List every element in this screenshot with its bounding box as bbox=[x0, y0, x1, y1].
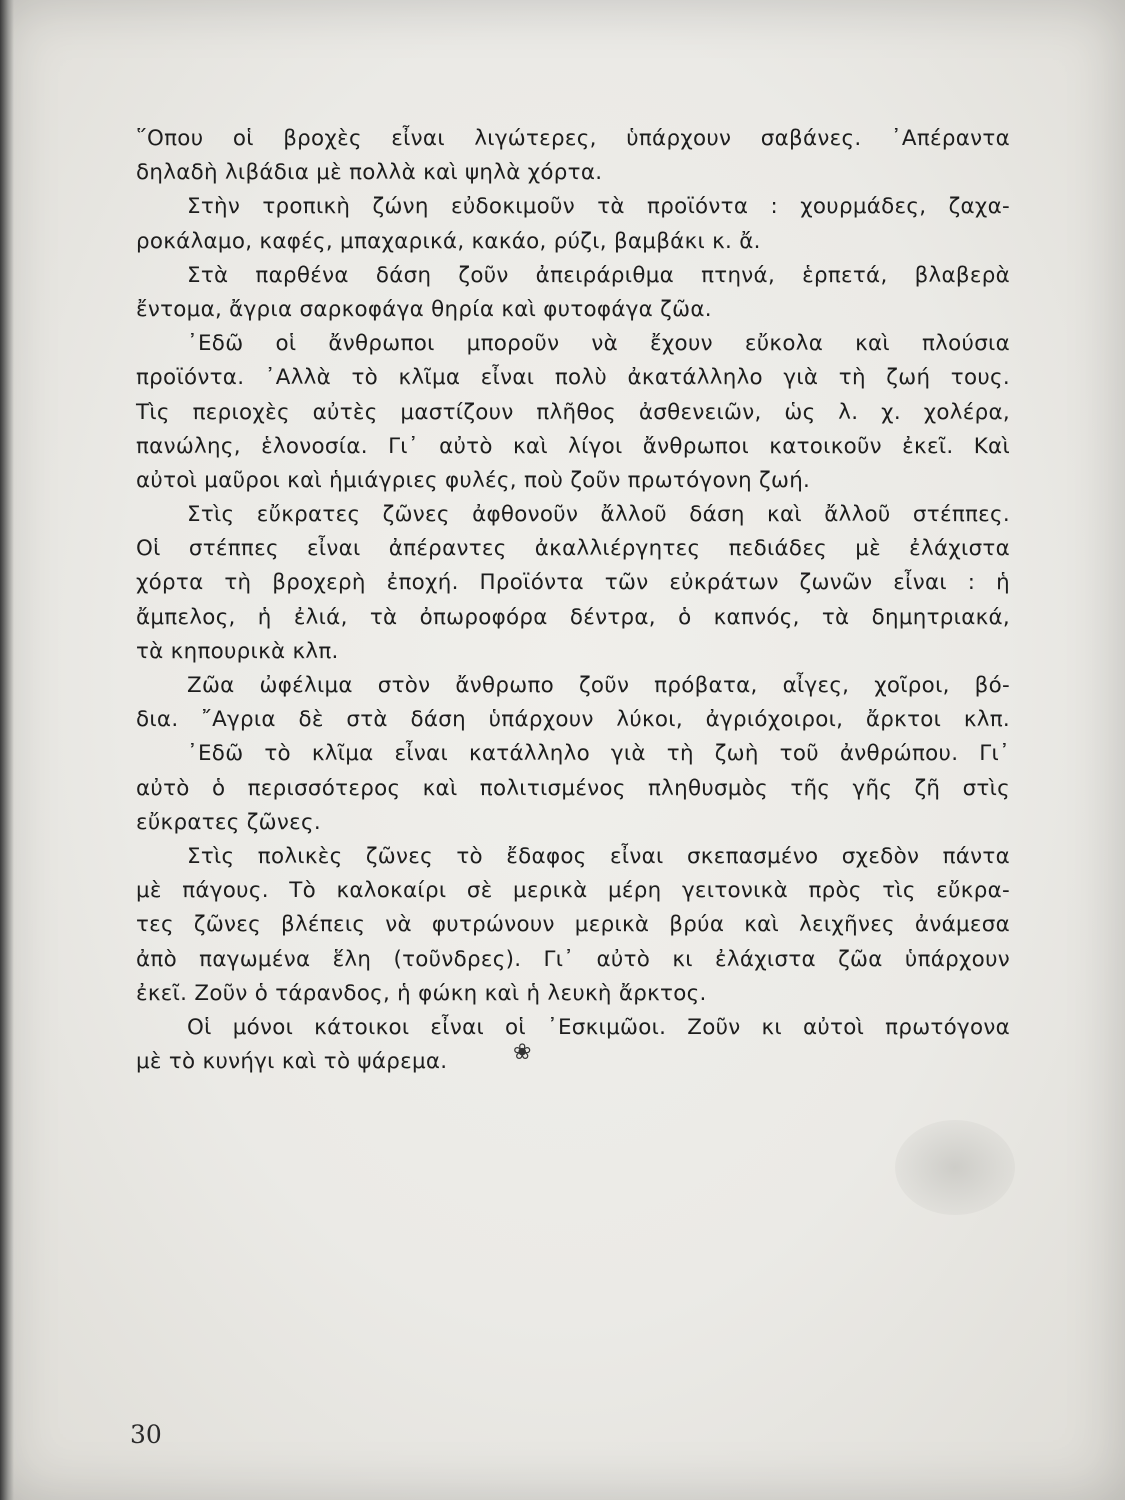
text-line: Στὴν τροπικὴ ζώνη εὐδοκιμοῦν τὰ προϊόντα : χουρμάδες, ζαχα- bbox=[187, 194, 1010, 220]
text-line: πανώλης, ἑλονοσία. Γι᾿ αὐτὸ καὶ λίγοι ἄνθρωποι κατοικοῦν ἐκεῖ. Καὶ bbox=[136, 433, 1010, 459]
text-line: ᾿Εδῶ τὸ κλῖμα εἶναι κατάλληλο γιὰ τὴ ζωὴ τοῦ ἀνθρώπου. Γι᾿ bbox=[187, 741, 1010, 767]
text-line: προϊόντα. ᾿Αλλὰ τὸ κλῖμα εἶναι πολὺ ἀκατάλληλο γιὰ τὴ ζωή τους. bbox=[136, 365, 1010, 391]
text-line: δια. ῎Αγρια δὲ στὰ δάση ὑπάρχουν λύκοι, ἀγριόχοιροι, ἄρκτοι κλπ. bbox=[136, 707, 1010, 733]
text-line: Στὶς εὔκρατες ζῶνες ἀφθονοῦν ἄλλοῦ δάση καὶ ἄλλοῦ στέππες. bbox=[187, 502, 1010, 528]
text-line: ροκάλαμο, καφές, μπαχαρικά, κακάο, ρύζι, βαμβάκι κ. ἄ. bbox=[136, 228, 761, 254]
text-line: Στὰ παρθένα δάση ζοῦν ἀπειράριθμα πτηνά, ἑρπετά, βλαβερὰ bbox=[187, 262, 1010, 288]
text-line: Στὶς πολικὲς ζῶνες τὸ ἔδαφος εἶναι σκεπασμένο σχεδὸν πάντα bbox=[187, 843, 1010, 869]
text-line: ῞Οπου οἱ βροχὲς εἶναι λιγώτερες, ὑπάρχουν σαβάνες. ᾿Απέραντα bbox=[136, 126, 1010, 151]
text-line: μὲ πάγους. Τὸ καλοκαίρι σὲ μερικὰ μέρη γειτονικὰ πρὸς τὶς εὔκρα- bbox=[136, 878, 1010, 904]
text-line: ἀπὸ παγωμένα ἕλη (τοῦνδρες). Γι᾿ αὐτὸ κι ἐλάχιστα ζῶα ὑπάρχουν bbox=[136, 946, 1010, 972]
text-line: δηλαδὴ λιβάδια μὲ πολλὰ καὶ ψηλὰ χόρτα. bbox=[136, 160, 603, 186]
pencil-check-mark-icon: ❀ bbox=[513, 1040, 532, 1065]
text-line: Οἱ μόνοι κάτοικοι εἶναι οἱ ᾿Εσκιμῶοι. Ζοῦν κι αὐτοὶ πρωτόγονα bbox=[187, 1014, 1010, 1040]
page-number: 30 bbox=[130, 1420, 162, 1449]
text-line: ἄμπελος, ἡ ἐλιά, τὰ ὀπωροφόρα δέντρα, ὁ καπνός, τὰ δημητριακά, bbox=[136, 604, 1010, 630]
page-stain bbox=[895, 1120, 1015, 1215]
text-line: τὰ κηπουρικὰ κλπ. bbox=[136, 638, 339, 664]
text-line: ἐκεῖ. Ζοῦν ὁ τάρανδος, ἡ φώκη καὶ ἡ λευκὴ ἄρκτος. bbox=[136, 980, 707, 1006]
page-binding-shadow bbox=[0, 0, 14, 1500]
text-line: χόρτα τὴ βροχερὴ ἐποχή. Προϊόντα τῶν εὐκράτων ζωνῶν εἶναι : ἡ bbox=[136, 570, 1010, 596]
text-line: ἔντομα, ἄγρια σαρκοφάγα θηρία καὶ φυτοφάγα ζῶα. bbox=[136, 296, 712, 322]
text-line: μὲ τὸ κυνήγι καὶ τὸ ψάρεμα. bbox=[136, 1049, 448, 1075]
text-line: Τὶς περιοχὲς αὐτὲς μαστίζουν πλῆθος ἀσθενειῶν, ὡς λ. χ. χολέρα, bbox=[136, 399, 1010, 425]
text-line: τες ζῶνες βλέπεις νὰ φυτρώνουν μερικὰ βρύα καὶ λειχῆνες ἀνάμεσα bbox=[136, 912, 1010, 938]
text-line: Ζῶα ὠφέλιμα στὸν ἄνθρωπο ζοῦν πρόβατα, αἶγες, χοῖροι, βό- bbox=[187, 673, 1010, 698]
text-line: αὐτοὶ μαῦροι καὶ ἡμιάγριες φυλές, ποὺ ζοῦν πρωτόγονη ζωή. bbox=[136, 467, 811, 493]
text-line: ᾿Εδῶ οἱ ἄνθρωποι μποροῦν νὰ ἔχουν εὔκολα καὶ πλούσια bbox=[187, 331, 1010, 357]
text-line: εὔκρατες ζῶνες. bbox=[136, 809, 321, 835]
text-line: αὐτὸ ὁ περισσότερος καὶ πολιτισμένος πληθυσμὸς τῆς γῆς ζῆ στὶς bbox=[136, 775, 1010, 801]
body-text bbox=[136, 122, 1010, 1079]
text-line: Οἱ στέππες εἶναι ἀπέραντες ἀκαλλιέργητες πεδιάδες μὲ ἐλάχιστα bbox=[136, 536, 1010, 562]
